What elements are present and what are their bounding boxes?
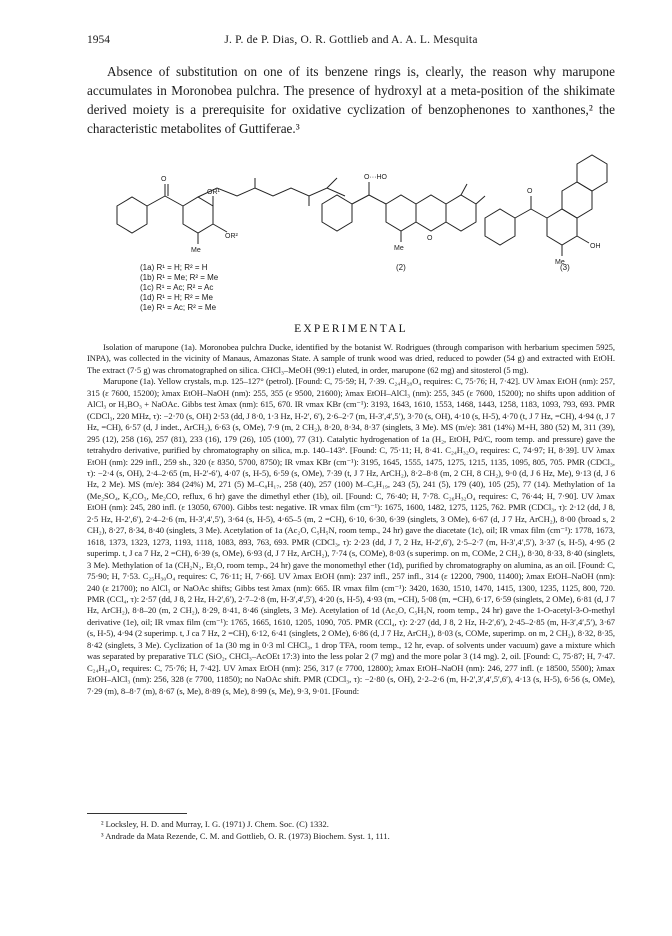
s1-aromatic-ring (183, 197, 213, 233)
legend-1d: (1d) R¹ = H; R² = Me (140, 293, 213, 302)
page-number: 1954 (87, 34, 110, 46)
s3-phenyl-ring (485, 209, 515, 245)
s2-phenyl-ring (322, 195, 352, 231)
s1-carbonyl-o: O (161, 176, 167, 183)
footnote-rule (87, 813, 187, 814)
running-header (87, 34, 615, 52)
s2-oh-label: O···HO (364, 174, 387, 181)
legend-1e: (1e) R¹ = Ac; R² = Me (140, 303, 217, 312)
s2-cyclohexane-ring (446, 195, 476, 231)
footnote-3: ³ Andrade da Mata Rezende, C. M. and Gottlieb, O. R. (1973) Biochem. Syst. 1, 111. (101, 831, 390, 841)
s2-me-label: Me (394, 245, 404, 252)
s1-or2-label: OR² (225, 233, 238, 240)
s3-cyclohexane-ring (577, 155, 607, 191)
section-title: EXPERIMENTAL (294, 323, 408, 335)
compound-2-label: (2) (396, 263, 406, 272)
s3-carbonyl-o: O (527, 188, 533, 195)
footnote-2: ² Locksley, H. D. and Murray, I. G. (1971) J. Chem. Soc. (C) 1332. (101, 819, 329, 829)
compound-legend (140, 263, 218, 313)
s3-me-label: Me (555, 259, 565, 266)
marupone-paragraph: Marupone (1a). Yellow crystals, m.p. 125–127° (petrol). [Found: C, 75·59; H, 7·39. C₂₄H₂₈O₄ requires: C, 75·76; H, 7·42]. UV λmax EtOH (nm): 257, 315 (ε 7600, 15200); λmax EtOH–NaOH (nm): 255, 355 (ε 9500, 21600); λmax EtOH–AlCl₃ (nm): 255, 345 (ε 7600, 15200); no shifts upon addition of AlCl₃ or H₃BO₃ + NaOAc. Gibbs test λmax (nm): 615, 670. IR νmax KBr (cm⁻¹): 3193, 1643, 1610, 1553, 1468, 1443, 1258, 1183, 1093, 793, 693. PMR (CDCl₃, 220 MHz, τ): −2·70 (s, OH) 2·53 (dd, J 8·0, 1·3 Hz, H-2′, 6′), 2·6–2·7 (m, H-3′,4′,5′), 3·70 (s, OH), 4·10 (s, H-5), 4·70 (t, J 7 Hz, =CH), 4·94 (t, J 7 Hz, =CH), 6·57 (d, J indet., ArCH₂), 6·63 (s, OMe), 7·9 (m, 2 CH₂), 8·20, 8·34, 8·37 (singlets, 3 Me). MS (m/e): 381 (14%) M+H, 380 (52) M, 311 (39), 295 (12), 258 (16), 257 (81), 233 (16), 179 (26), 105 (100), 77 (31). Catalytic hydrogenation of 1a (H₂, EtOH, Pd/C, room temp. and pressure) gave the tetrahydro derivative, purified by chromatography on silica, m.p. 140–143°. [Found: C, 75·11; H, 8·41. C₂₄H₃₂O₄ requires: C, 74·97; H, 8·39]. UV λmax EtOH (nm): 229 infl., 259 sh., 320 (ε 8350, 5700, 8750); IR νmax KBr (cm⁻¹): 3195, 1645, 1555, 1475, 1275, 1215, 1135, 1095, 805, 705. PMR (CDCl₃, τ): −2·4 (s, OH), 2·4–2·65 (m, H-2′-6′), 4·07 (s, H-5), 6·59 (s, OMe), 7·39 (t, J 7 Hz, ArCH₂), 8·2–8·8 (m, 2 CH, 8 CH₂), 9·0 (d, J 6 Hz, Me), 9·13 (d, J 6 Hz, 2 Me). MS (m/e): 384 (24%) M, 271 (5) M–C₈H₁₇, 258 (40), 257 (100) M–C₉H₁₉, 243 (5), 241 (5), 179 (40), 105 (25), 77 (14). Methylation of 1a (Me₂SO₄, K₂CO₃, Me₂CO, reflux, 6 hr) gave the dimethyl ether (1b), oil. [Found: C, 76·40; H, 7·78. C₂₆H₃₂O₄ requires: C, 76·44; H, 7·90]. UV λmax EtOH (nm): 245, 280 infl. (ε 13050, 6700). Gibbs test: negative. IR νmax film (cm⁻¹): 1675, 1600, 1482, 1275, 1125, 762. PMR (CDCl₃, τ): 2·12 (dd, J 8, 2·5 Hz, H-2′,6′), 2·4–2·6 (m, H-3′,4′,5′), 3·64 (s, H-5), 4·65–5 (m, 2 =CH), 6·10, 6·30, 6·39 (singlets, 3 OMe), 6·67 (d, J 7 Hz, ArCH₂), 8·00 (broad s, 2 CH₂), 8·27, 8·34, 8·40 (singlets, 3 Me). Acetylation of 1a (Ac₂O, C₅H₅N, room temp., 24 hr) gave the diacetate (1c), oil; IR νmax film (cm⁻¹): 1778, 1673, 1618, 1373, 1323, 1273, 1193, 1118, 1083, 893, 763, 693. PMR (CDCl₃, τ): 2·23 (dd, J 7, 2 Hz, H-2′,6′), 2·5–2·7 (m, H-3′,4′,5′), 3·37 (s, H-5), 4·95 (2 superimp. t, J ca 7 Hz, 2 =CH), 6·39 (s, OMe), 6·93 (d, J 7 Hz, ArCH₂), 7·74 (s, COMe), 8·03 (s superimp. on m, COMe, 2 CH₂), 8·30, 8·33, 8·40 (singlets, 3 Me). Methylation of 1a (CH₂N₂, Et₂O, room temp., 24 hr) gave the monomethyl ether (1d), purified by chromatography on alumina, as an oil. [Found: C, 75·90; H, 7·53. C₂₅H₃₀O₄ requires: C, 76·11; H, 7·66]. UV λmax EtOH (nm): 237 infl., 257 infl., 314 (ε 12200, 7900, 11400); λmax EtOH–NaOH (nm): 240 (ε 21700); no AlCl₃ or NaOAc shifts; Gibbs test λmax (nm): 665. IR νmax film (cm⁻¹): 3420, 1630, 1510, 1470, 1415, 1300, 1235, 1125, 800, 720. PMR (CCl₄, τ): 2·57 (dd, J 8, 2 Hz, H-2′,6′), 2·7–2·8 (m, H-3′,4′,5′), 4·20 (s, H-5), 4·93 (m, =CH), 5·08 (m, =CH), 6·17, 6·59 (singlets, 2 OMe), 6·81 (d, J 7 Hz, ArCH₂), 8·8–20 (m, 2 CH₂), 8·29, 8·41, 8·46 (singlets, 3 Me). Acetylation of 1d (Ac₂O, C₅H₅N, room temp., 24 hr) gave the 1-O-acetyl-3-O-methyl derivative (1e), oil; IR νmax film (cm⁻¹): 1765, 1665, 1610, 1205, 1090, 705. PMR (CCl₄, τ): 2·27 (dd, J 8, 2 Hz, H-2′,6′), 2·45–2·85 (m, H-3′,4′,5′), 3·67 (s, H-5), 4·94 (2 superimp. t, J ca 7 Hz, 2 =CH), 6·12, 6·41 (singlets, 2 OMe), 6·86 (d, J 7 Hz, ArCH₂), 8·03 (s, COMe, superimp. on m, 2 CH₂), 8·32, 8·35, 8·42 (singlets, 3 Me). Cyclization of 1a (30 mg in 0·3 ml CHCl₃, 1 drop TFA, room temp., 12 hr, evap. of solvents under vacuum) gave a mixture which was separated by preparative TLC (SiO₂, CHCl₃–AcOEt 17:3) into the less polar 2 (7 mg) and the more polar 3 (14 mg). 2, oil. [Found: C, 75·87; H, 7·47. C₂₄H₂₈O₄ requires: C, 75·76; H, 7·42]. UV λmax EtOH (nm): 256, 317 (ε 7700, 12800); λmax EtOH–NaOH (nm): 246, 277 infl. (ε 18500, 5500); λmax EtOH–AlCl₃ (nm): 256, 328 (ε 7700, 11850); no NaOAc shift. PMR (CDCl₃, τ): −2·80 (s, OH), 2·2–2·6 (m, H-2′,3′,4′,5′,6′), 4·13 (s, H-5), 6·56 (s, OMe), 7·29 (m), 8–8·7 (m), 8·67 (s, Me), 8·89 (s, Me), 8·99 (s, Me), 9·3, 9·01. [Found: (87, 376, 615, 696)
compound-3-label: (3) (560, 263, 570, 272)
s2-ring-o: O (427, 235, 433, 242)
running-authors: J. P. de P. Dias, O. R. Gottlieb and A. A. L. Mesquita (224, 34, 478, 46)
footnotes (87, 818, 615, 842)
intro-paragraph: Absence of substitution on one of its benzene rings is, clearly, the reason why marupone accumulates in Moronobea pulchra. The presence of hydroxyl at a meta-position of the shikimate derived moiety is a prerequisite for oxidative cyclization of benzophenones to xanthones,² the characteristic metabolites of Guttiferae.³ (87, 64, 615, 136)
experimental-body (87, 342, 615, 697)
s1-phenyl-ring (117, 197, 147, 233)
isolation-paragraph: Isolation of marupone (1a). Moronobea pulchra Ducke, identified by the botanist W. Rodrigues (through comparison with herbarium specimen 5925, INPA), was collected in the vicinity of Manaus, Amazonas State. A sample of trunk wood was dried, reduced to powder (54 g) and extracted with EtOH. The extract (7·5 g) was chromatographed on silica. CHCl₃–MeOH (99:1) eluted, in order, marupone (62 mg) and sitosterol (5 mg). (87, 342, 615, 375)
legend-1b: (1b) R¹ = Me; R² = Me (140, 273, 219, 282)
s3-oh-label: OH (590, 243, 601, 250)
s3-pyran-ring (562, 182, 592, 218)
s2-pyran-ring (416, 195, 446, 231)
s3-aromatic-ring (547, 209, 577, 245)
legend-1a: (1a) R¹ = H; R² = H (140, 263, 208, 272)
s1-me-label: Me (191, 247, 201, 254)
legend-1c: (1c) R¹ = Ac; R² = Ac (140, 283, 214, 292)
s1-or1-label: OR¹ (207, 189, 220, 196)
s2-aromatic-ring (386, 195, 416, 231)
